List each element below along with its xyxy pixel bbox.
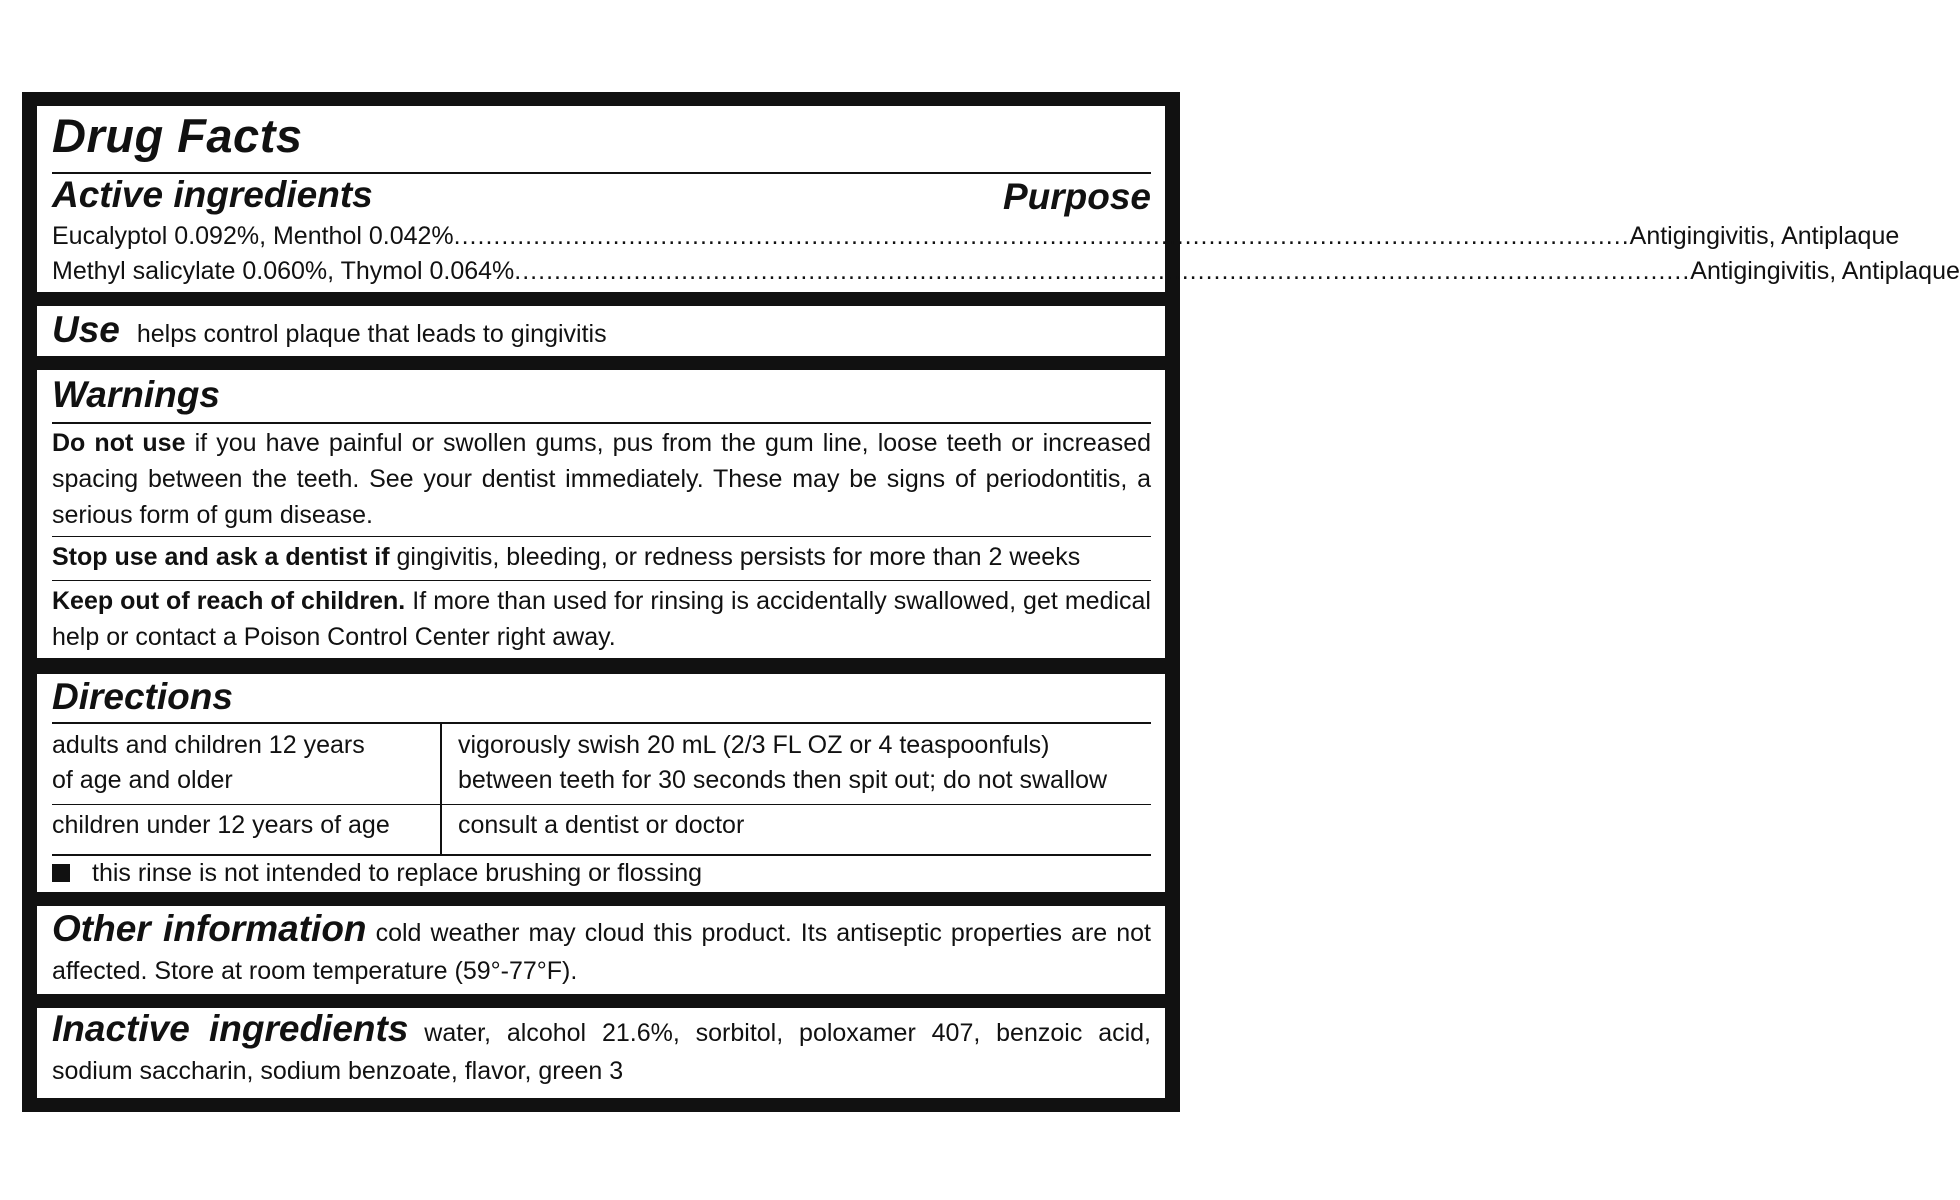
inactive-ingredients-paragraph bbox=[52, 1010, 1151, 1090]
use-heading: Use bbox=[52, 309, 120, 350]
do-not-use-text: if you have painful or swollen gums, pus from the gum line, loose teeth or increased spacing between the teeth. See your dentist immediately. These may be signs of periodontitis, a serious form of gum disease. bbox=[52, 429, 1152, 529]
leader-dots: .................................................................................................................................................... bbox=[453, 222, 1630, 250]
drug-facts-title: Drug Facts bbox=[52, 109, 303, 162]
warnings-divider bbox=[52, 580, 1151, 581]
directions-note bbox=[52, 856, 702, 890]
leader-dots: .................................................................................................................................................... bbox=[514, 257, 1691, 285]
bullet-square-icon bbox=[52, 864, 70, 882]
other-information-text: cold weather may cloud this product. Its antiseptic properties are not affected. Store at room temperature (59°-77°F). bbox=[52, 919, 1151, 985]
directions-heading: Directions bbox=[52, 676, 233, 717]
inactive-ingredients-heading: Inactive ingredients bbox=[52, 1008, 409, 1049]
ingredient-name: Methyl salicylate 0.060%, Thymol 0.064% bbox=[52, 257, 515, 285]
do-not-use-paragraph bbox=[52, 425, 1151, 533]
warnings-divider bbox=[52, 422, 1151, 424]
use-text: helps control plaque that leads to gingivitis bbox=[136, 320, 607, 348]
active-ingredient-row bbox=[52, 254, 1960, 288]
keep-out-paragraph bbox=[52, 583, 1151, 655]
purpose-heading: Purpose bbox=[1002, 176, 1151, 217]
stop-use-label: Stop use and ask a dentist if bbox=[52, 543, 390, 571]
stop-use-line bbox=[52, 540, 1080, 574]
directions-section bbox=[37, 674, 1165, 892]
directions-who: children under 12 years of age bbox=[52, 811, 390, 839]
directions-who: of age and older bbox=[52, 766, 233, 794]
use-section bbox=[37, 306, 1165, 356]
directions-what: consult a dentist or doctor bbox=[458, 811, 745, 839]
use-line bbox=[52, 308, 607, 356]
drug-facts-panel bbox=[22, 92, 1960, 1112]
active-ingredient-row bbox=[52, 219, 1900, 253]
do-not-use-label: Do not use bbox=[52, 429, 186, 457]
active-ingredients-section bbox=[37, 106, 1960, 292]
inactive-ingredients-section bbox=[37, 1008, 1165, 1098]
directions-what: vigorously swish 20 mL (2/3 FL OZ or 4 teaspoonfuls) bbox=[458, 731, 1050, 759]
other-information-paragraph bbox=[52, 910, 1151, 990]
table-column-divider bbox=[440, 724, 442, 854]
directions-who: adults and children 12 years bbox=[52, 731, 365, 759]
keep-out-text: If more than used for rinsing is accidentally swallowed, get medical help or contact a Poison Control Center right away. bbox=[52, 587, 1151, 651]
keep-out-label: Keep out of reach of children. bbox=[52, 587, 406, 615]
directions-what: between teeth for 30 seconds then spit out; do not swallow bbox=[458, 766, 1108, 794]
other-information-heading: Other information bbox=[52, 908, 367, 949]
directions-table bbox=[52, 724, 1151, 854]
ingredient-name: Eucalyptol 0.092%, Menthol 0.042% bbox=[52, 222, 454, 250]
warnings-heading: Warnings bbox=[52, 374, 220, 415]
warnings-section bbox=[37, 370, 1165, 658]
table-row-divider bbox=[52, 804, 1151, 805]
other-information-section bbox=[37, 906, 1165, 994]
ingredient-purpose: Antigingivitis, Antiplaque bbox=[1690, 257, 1960, 285]
stop-use-text: gingivitis, bleeding, or redness persists for more than 2 weeks bbox=[396, 543, 1081, 571]
warnings-divider bbox=[52, 536, 1151, 537]
ingredient-purpose: Antigingivitis, Antiplaque bbox=[1629, 222, 1900, 250]
active-ingredients-heading: Active ingredients bbox=[52, 174, 373, 215]
inactive-ingredients-text: water, alcohol 21.6%, sorbitol, poloxamer 407, benzoic acid, sodium saccharin, sodium benzoate, flavor, green 3 bbox=[52, 1019, 1151, 1085]
directions-note-text: this rinse is not intended to replace brushing or flossing bbox=[92, 859, 703, 887]
